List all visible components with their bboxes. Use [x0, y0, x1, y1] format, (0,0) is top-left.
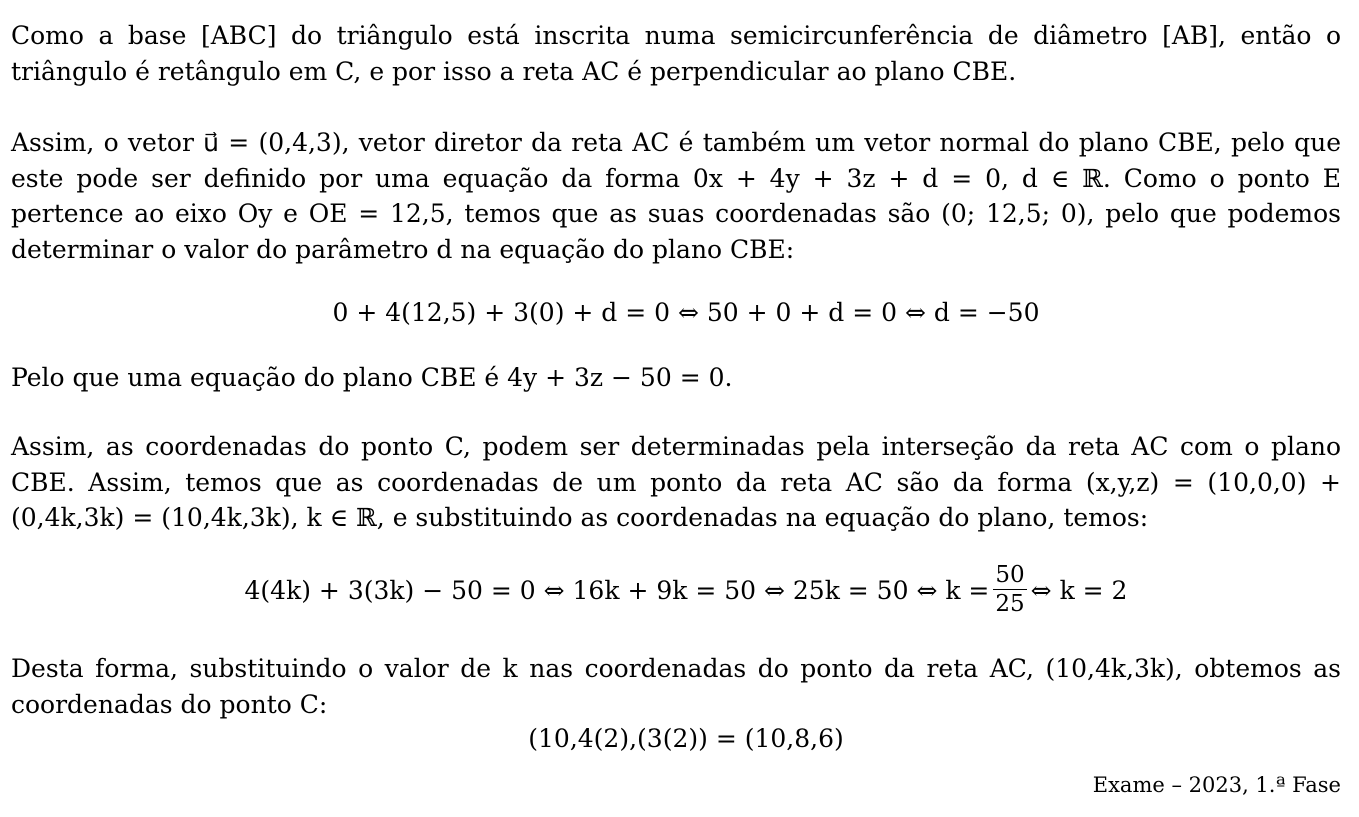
- paragraph-normal-vector: Assim, o vetor u⃗ = (0,4,3), vetor diretor da reta AC é também um vetor normal do plano CBE, pelo que este pode ser definido por uma equação da forma 0x + 4y + 3z + d = 0, d ∈ ℝ. Como o ponto E pertence ao eixo Oy e OE = 12,5, temos que as suas coordenadas são (0; 12,5; 0), pelo que podemos determinar o valor do parâmetro d na equação do plano CBE:: [11, 128, 1341, 264]
- paragraph-plane-equation: Pelo que uma equação do plano CBE é 4y + 3z − 50 = 0.: [11, 363, 733, 392]
- paragraph-triangle-right-angle: Como a base [ABC] do triângulo está inscrita numa semicircunferência de diâmetro [AB], então o triângulo é retângulo em C, e por isso a reta AC é perpendicular ao plano CBE.: [11, 21, 1341, 86]
- paragraph-point-c-coordinates: Desta forma, substituindo o valor de k nas coordenadas do ponto da reta AC, (10,4k,3k), obtemos as coordenadas do ponto C:: [11, 654, 1341, 719]
- equation-parameter-d: 0 + 4(12,5) + 3(0) + d = 0 ⇔ 50 + 0 + d = 0 ⇔ d = −50: [332, 298, 1040, 327]
- equation-solve-k-right: ⇔ k = 2: [1030, 576, 1128, 605]
- fraction-50-over-25: [993, 561, 1026, 618]
- exam-source-footer: Exame – 2023, 1.ª Fase: [1092, 773, 1341, 797]
- paragraph-line-intersection: Assim, as coordenadas do ponto C, podem ser determinadas pela interseção da reta AC com o plano CBE. Assim, temos que as coordenadas de um ponto da reta AC são da forma (x,y,z) = (10,0,0) + (0,4k,3k) = (10,4k,3k), k ∈ ℝ, e substituindo as coordenadas na equação do plano, temos:: [11, 432, 1341, 532]
- equation-point-c: (10,4(2),(3(2)) = (10,8,6): [528, 724, 844, 753]
- equation-solve-k-left: 4(4k) + 3(3k) − 50 = 0 ⇔ 16k + 9k = 50 ⇔ 25k = 50 ⇔ k =: [244, 576, 990, 605]
- fraction-numerator: 50: [995, 562, 1025, 588]
- fraction-denominator: 25: [995, 591, 1025, 617]
- equation-solve-k: [21, 564, 1351, 621]
